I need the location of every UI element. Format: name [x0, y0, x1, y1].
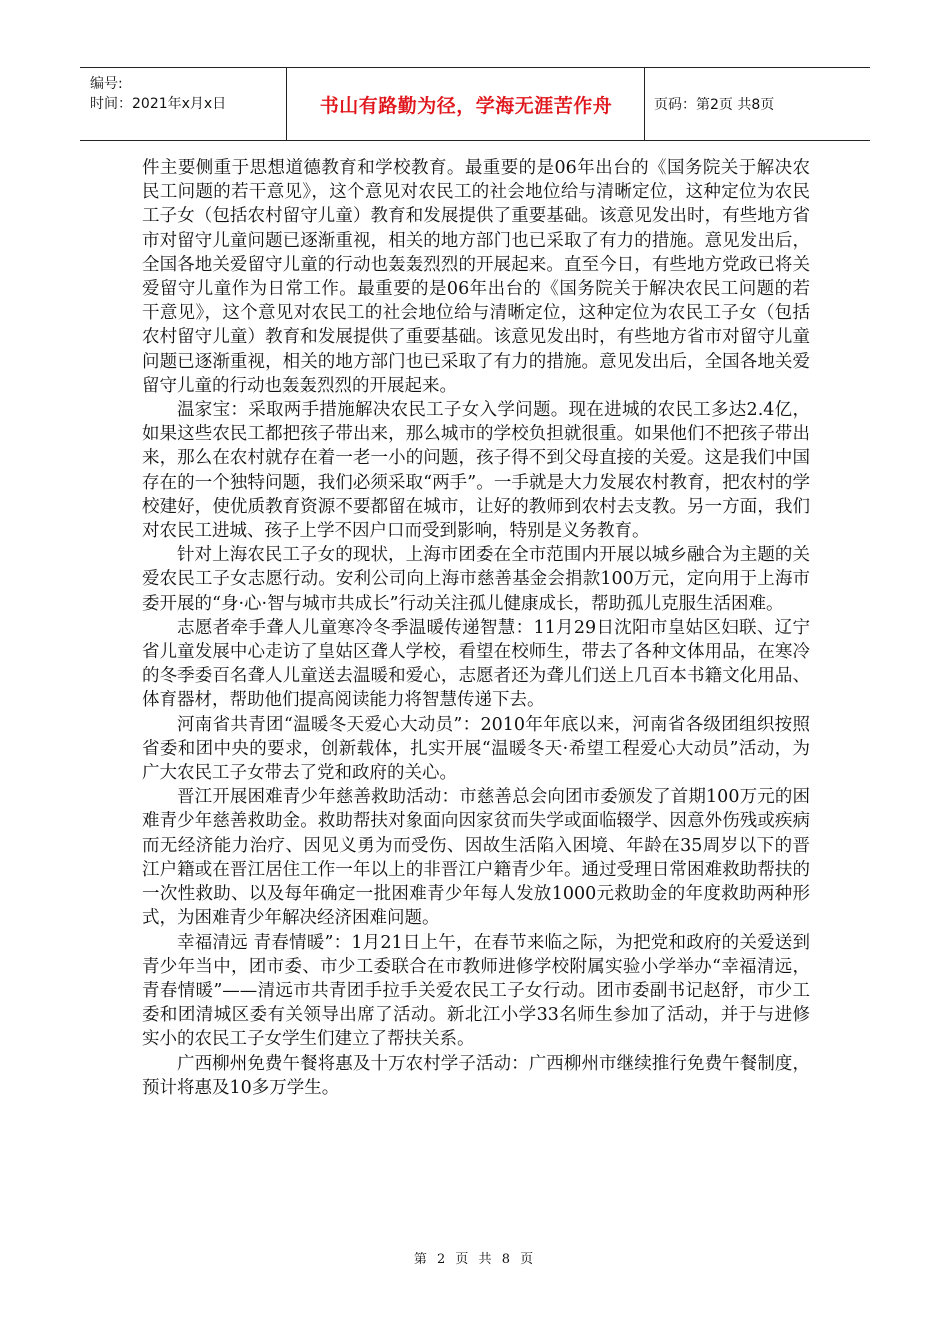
- header-divider-left: [286, 68, 287, 140]
- document-number-label: 编号:: [90, 76, 123, 92]
- document-body: [142, 156, 810, 1100]
- paragraph-5: 河南省共青团“温暖冬天爱心大动员”：2010年年底以来，河南省各级团组织按照省委和团中央的要求，创新载体，扎实开展“温暖冬天·希望工程爱心大动员”活动，为广大农民工子女带去了党和政府的关心。: [142, 714, 810, 784]
- header-meta: [90, 74, 286, 134]
- paragraph-8: 广西柳州免费午餐将惠及十万农村学子活动：广西柳州市继续推行免费午餐制度，预计将惠及10多万学生。: [142, 1053, 810, 1098]
- paragraph-6: 晋江开展困难青少年慈善救助活动：市慈善总会向团市委颁发了首期100万元的困难青少年慈善救助金。救助帮扶对象面向因家贫而失学或面临辍学、因意外伤残或疾病而无经济能力治疗、因见义勇为而受伤、因故生活陷入困境、年龄在35周岁以下的晋江户籍或在晋江居住工作一年以上的非晋江户籍青少年。通过受理日常困难救助帮扶的一次性救助、以及每年确定一批困难青少年每人发放1000元救助金的年度救助两种形式，为困难青少年解决经济困难问题。: [142, 787, 810, 929]
- header-page-number: 页码：第2页 共8页: [654, 97, 775, 113]
- paragraph-7: 幸福清远 青春情暖”：1月21日上午，在春节来临之际，为把党和政府的关爱送到青少年当中，团市委、市少工委联合在市教师进修学校附属实验小学举办“幸福清远，青春情暖”——清远市共青团手拉手关爱农民工子女行动。团市委副书记赵舒，市少工委和团清城区委有关领导出席了活动。新北江小学33名师生参加了活动，并于与进修实小的农民工子女学生们建立了帮扶关系。: [142, 932, 810, 1050]
- paragraph-1: 件主要侧重于思想道德教育和学校教育。最重要的是06年出台的《国务院关于解决农民工问题的若干意见》，这个意见对农民工的社会地位给与清晰定位，这种定位为农民工子女（包括农村留守儿童）教育和发展提供了重要基础。该意见发出时，有些地方省市对留守儿童问题已逐渐重视，相关的地方部门也已采取了有力的措施。意见发出后，全国各地关爱留守儿童的行动也轰轰烈烈的开展起来。直至今日，有些地方党政已将关爱留守儿童作为日常工作。最重要的是06年出台的《国务院关于解决农民工问题的若干意见》，这个意见对农民工的社会地位给与清晰定位，这种定位为农民工子女（包括农村留守儿童）教育和发展提供了重要基础。该意见发出时，有些地方省市对留守儿童问题已逐渐重视，相关的地方部门也已采取了有力的措施。意见发出后，全国各地关爱留守儿童的行动也轰轰烈烈的开展起来。: [142, 158, 810, 396]
- header-motto: 书山有路勤为径，学海无涯苦作舟: [319, 94, 613, 117]
- paragraph-4: 志愿者牵手聋人儿童寒冷冬季温暖传递智慧：11月29日沈阳市皇姑区妇联、辽宁省儿童发展中心走访了皇姑区聋人学校，看望在校师生，带去了各种文体用品，在寒冷的冬季委百名聋人儿童送去温暖和爱心，志愿者还为聋儿们送上几百本书籍文化用品、体育器材，帮助他们提高阅读能力将智慧传递下去。: [142, 617, 810, 711]
- page-footer: 第 2 页 共 8 页: [413, 1252, 537, 1267]
- header-divider-right: [644, 68, 645, 140]
- document-time-label: 时间：2021年x月x日: [90, 96, 227, 112]
- paragraph-2: 温家宝：采取两手措施解决农民工子女入学问题。现在进城的农民工多达2.4亿，如果这些农民工都把孩子带出来，那么城市的学校负担就很重。如果他们不把孩子带出来，那么在农村就存在着一老一小的问题，孩子得不到父母直接的关爱。这是我们中国存在的一个独特问题，我们必须采取“两手”。一手就是大力发展农村教育，把农村的学校建好，使优质教育资源不要都留在城市，让好的教师到农村去支教。另一方面，我们对农民工进城、孩子上学不因户口而受到影响，特别是义务教育。: [142, 400, 810, 542]
- paragraph-3: 针对上海农民工子女的现状，上海市团委在全市范围内开展以城乡融合为主题的关爱农民工子女志愿行动。安利公司向上海市慈善基金会捐款100万元，定向用于上海市委开展的“身·心·智与城市共成长”行动关注孤儿健康成长，帮助孤儿克服生活困难。: [142, 545, 810, 614]
- page-header: [80, 67, 870, 141]
